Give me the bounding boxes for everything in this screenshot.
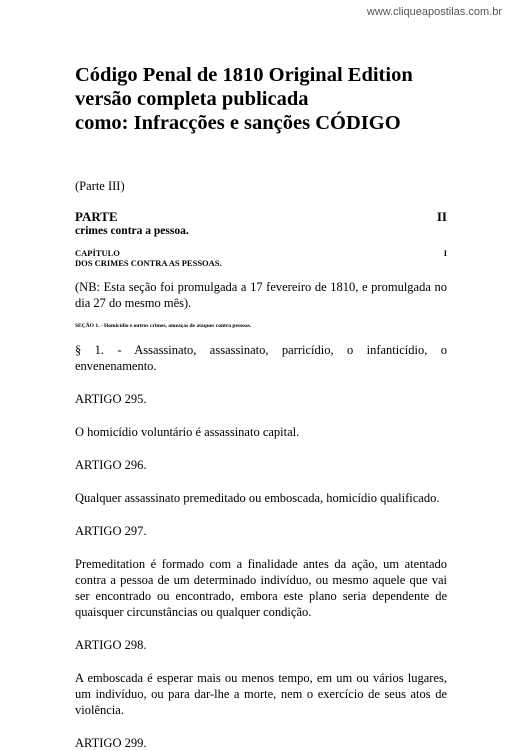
- nb-note: (NB: Esta seção foi promulgada a 17 fevereiro de 1810, e promulgada no dia 27 do mesmo mês).: [75, 280, 447, 310]
- article-299-title: ARTIGO 299.: [75, 736, 147, 750]
- article-296-text: Qualquer assassinato premeditado ou emboscada, homicídio qualificado.: [75, 491, 440, 505]
- article-295-title: ARTIGO 295.: [75, 392, 147, 406]
- site-url-header: www.cliqueapostilas.com.br: [366, 6, 502, 18]
- article-298-text: A emboscada é esperar mais ou menos tempo, em um ou vários lugares, um indivíduo, ou para dar-lhe a morte, nem o exercício de seus atos de violência.: [75, 671, 447, 717]
- article-297-title: ARTIGO 297.: [75, 524, 147, 538]
- parte-subtitle: crimes contra a pessoa.: [75, 225, 189, 237]
- title-line-3: como: Infracções e sanções CÓDIGO: [75, 112, 401, 134]
- article-297-text: Premeditation é formado com a finalidade antes da ação, um atentado contra a pessoa de um determinado indivíduo, ou mesmo aquele que vai ser encontrado ou encontrado, embora este plano seria dependente de quaisquer circunstâncias ou qualquer condição.: [75, 557, 447, 619]
- title-line-2: versão completa publicada: [75, 88, 309, 110]
- document-page: [75, 63, 447, 751]
- article-295-text: O homicídio voluntário é assassinato capital.: [75, 425, 300, 439]
- paragraph-1: § 1. - Assassinato, assassinato, parricídio, o infanticídio, o envenenamento.: [75, 343, 447, 373]
- capitulo-subtitle: DOS CRIMES CONTRA AS PESSOAS.: [75, 258, 222, 268]
- article-296-title: ARTIGO 296.: [75, 458, 147, 472]
- capitulo-number: I: [443, 248, 447, 258]
- parte-note: (Parte III): [75, 179, 125, 193]
- parte-heading: [75, 209, 447, 224]
- article-298-title: ARTIGO 298.: [75, 638, 147, 652]
- secao-heading: SEÇÃO 1. - Homicídio e outros crimes, ameaças de ataques contra pessoas.: [75, 323, 252, 329]
- capitulo-label: CAPÍTULO: [75, 248, 120, 258]
- title-line-1: Código Penal de 1810 Original Edition: [75, 64, 413, 86]
- parte-label: PARTE: [75, 209, 118, 224]
- capitulo-heading: [75, 248, 447, 258]
- parte-number: II: [436, 209, 447, 224]
- document-title: [75, 63, 447, 135]
